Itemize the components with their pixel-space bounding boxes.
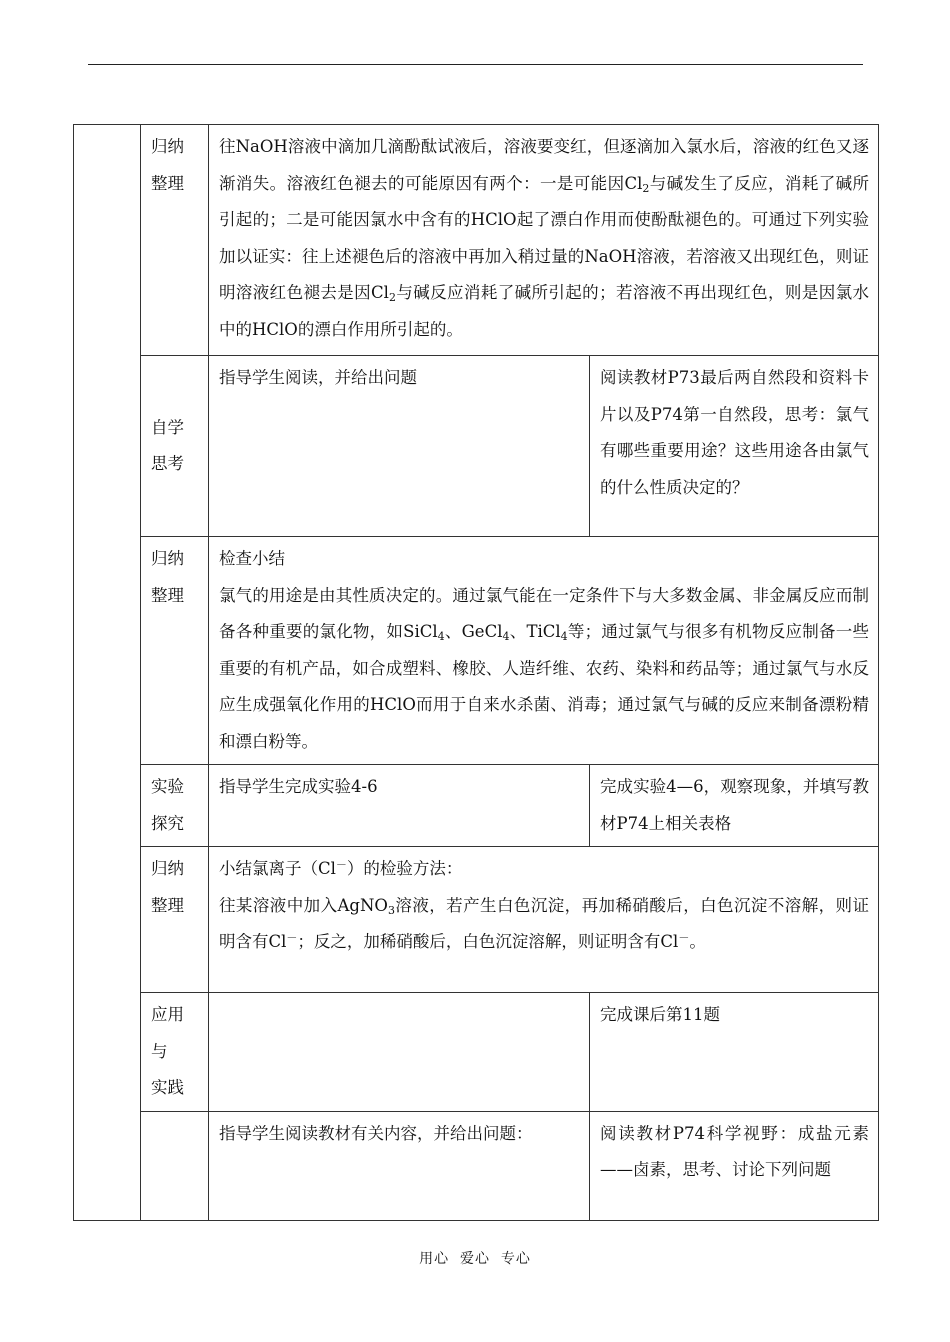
teacher-activity-text: 指导学生阅读教材有关内容，并给出问题： — [219, 1123, 533, 1143]
subscript: 4 — [502, 630, 510, 643]
row-label — [141, 537, 209, 765]
teacher-activity-cell — [209, 993, 590, 1112]
summary-cell — [209, 537, 879, 765]
summary-text: 氯气的用途是由其性质决定的。通过氯气能在一定条件下与大多数金属、非金属反应而制备各种重要的氯化物，如SiCl — [219, 585, 869, 641]
subscript: 4 — [437, 630, 445, 643]
subscript: 2 — [388, 291, 396, 304]
row-self-study — [74, 356, 879, 537]
summary-cell — [209, 847, 879, 993]
lesson-plan-table — [73, 124, 879, 1221]
student-activity-cell — [590, 993, 879, 1112]
summary-cell — [209, 125, 879, 356]
summary-text: 溶液，若产生白色沉淀，再加稀硝酸后，白色沉淀不溶解，则证明含有Cl — [219, 895, 869, 951]
header-rule — [88, 64, 863, 65]
superscript: － — [286, 931, 298, 944]
row-experiment — [74, 765, 879, 847]
row-chloride-test — [74, 847, 879, 993]
summary-text: 与碱反应消耗了碱所引起的；若溶液不再出现红色，则是因氯水中的HClO的漂白作用所引起的。 — [219, 283, 869, 339]
student-activity-cell — [590, 356, 879, 537]
teacher-activity-cell — [209, 356, 590, 537]
summary-text: 、TiCl — [509, 622, 561, 641]
row-label-text: 归纳 整理 — [151, 549, 184, 605]
summary-heading — [219, 851, 869, 888]
summary-text: ）的检验方法： — [346, 859, 463, 878]
superscript: － — [678, 931, 690, 944]
summary-text: 。 — [689, 932, 706, 951]
row-summary-phenolphthalein — [74, 125, 879, 356]
footer-text: 用心 爱心 专心 — [419, 1251, 531, 1267]
row-halogens — [74, 1111, 879, 1220]
subscript: 2 — [642, 181, 650, 195]
student-activity-text: 阅读教材P74科学视野：成盐元素——卤素，思考、讨论下列问题 — [600, 1123, 869, 1179]
summary-paragraph — [219, 888, 869, 961]
row-label — [141, 993, 209, 1112]
row-chlorine-uses — [74, 537, 879, 765]
summary-paragraph — [219, 578, 869, 761]
left-blank-column — [74, 125, 141, 1221]
row-label-text: 实验 探究 — [151, 777, 184, 833]
summary-text: 往某溶液中加入AgNO — [219, 895, 388, 915]
summary-heading: 检查小结 — [219, 549, 285, 568]
row-label — [141, 847, 209, 993]
row-label — [141, 356, 209, 537]
row-label — [141, 125, 209, 356]
superscript: － — [335, 858, 347, 871]
summary-text: 往NaOH溶液中滴加几滴酚酞试液后，溶液要变红，但逐滴加入氯水后，溶液的红色又逐渐消失。溶液红色褪去的可能原因有两个：一是可能因Cl — [219, 137, 869, 193]
row-label-text: 自学 思考 — [151, 417, 184, 473]
student-activity-text: 完成实验4—6，观察现象，并填写教材P74上相关表格 — [600, 777, 869, 833]
student-activity-text: 阅读教材P73最后两自然段和资料卡片以及P74第一自然段，思考：氯气有哪些重要用途？这些用途各由氯气的什么性质决定的？ — [600, 368, 869, 497]
row-label — [141, 1111, 209, 1220]
student-activity-cell — [590, 765, 879, 847]
row-label-text: 应用 与 实践 — [151, 1005, 184, 1097]
teacher-activity-cell — [209, 765, 590, 847]
teacher-activity-cell — [209, 1111, 590, 1220]
row-application — [74, 993, 879, 1112]
page-footer — [0, 1248, 950, 1268]
student-activity-cell — [590, 1111, 879, 1220]
teacher-activity-text: 指导学生完成实验4-6 — [219, 777, 378, 796]
summary-text: ；反之，加稀硝酸后，白色沉淀溶解，则证明含有Cl — [297, 932, 679, 951]
student-activity-text: 完成课后第11题 — [600, 1005, 720, 1024]
summary-text: 与碱发生了反应，消耗了碱所引起的；二是可能因氯水中含有的HClO起了漂白作用而使酚酞褪色的。可通过下列实验加以证实：往上述褪色后的溶液中再加入稍过量的NaOH溶液，若溶液又出现红色，则证明溶液红色褪去是因Cl — [219, 173, 870, 302]
summary-text: 、GeCl — [444, 622, 503, 641]
summary-text: 等；通过氯气与很多有机物反应制备一些重要的有机产品，如合成塑料、橡胶、人造纤维、农药、染料和药品等；通过氯气与水反应生成强氧化作用的HClO而用于自来水杀菌、消毒；通过氯气与碱的反应来制备漂粉精和漂白粉等。 — [219, 622, 870, 751]
summary-text: 小结氯离子（Cl — [219, 859, 336, 878]
subscript: 3 — [387, 903, 395, 917]
row-label-text: 归纳 整理 — [151, 137, 184, 193]
subscript: 4 — [560, 630, 568, 643]
row-label — [141, 765, 209, 847]
row-label-text: 归纳 整理 — [151, 859, 184, 915]
teacher-activity-text: 指导学生阅读，并给出问题 — [219, 368, 417, 387]
